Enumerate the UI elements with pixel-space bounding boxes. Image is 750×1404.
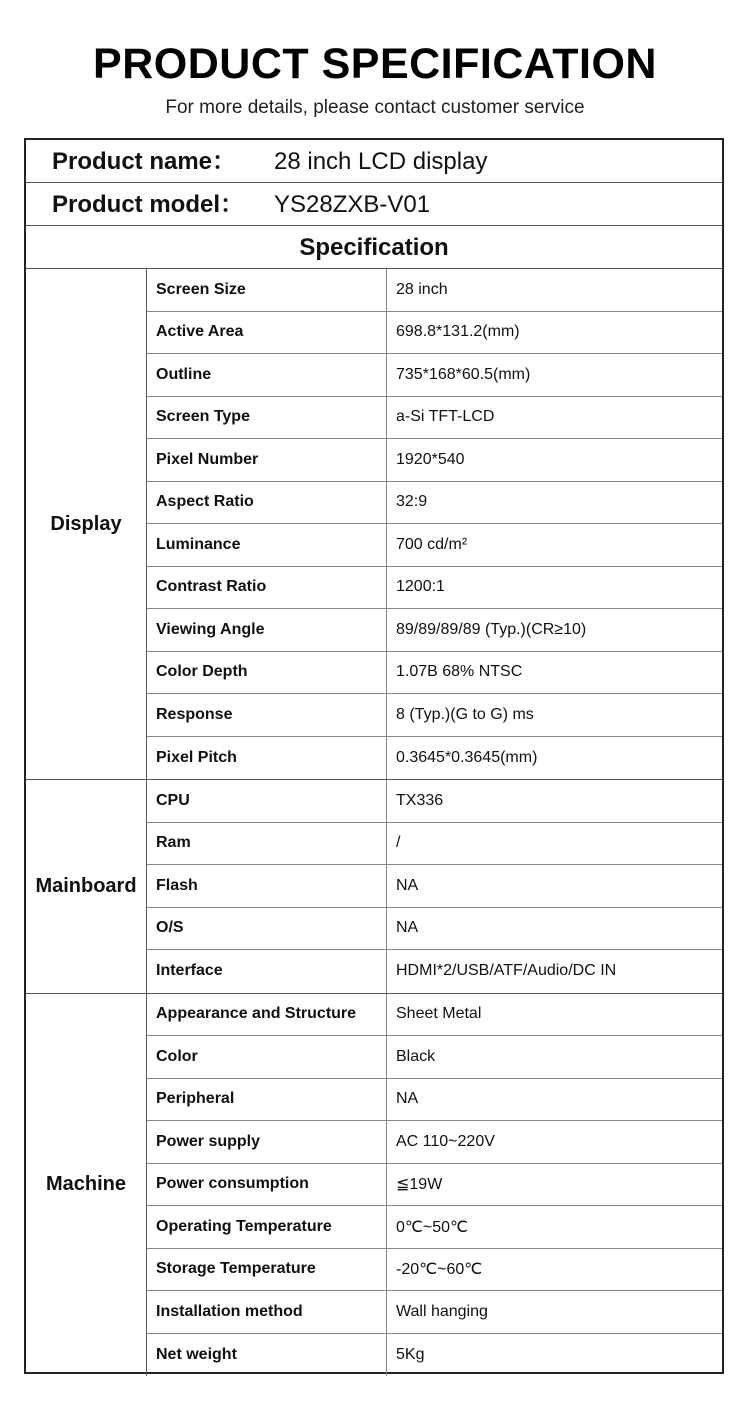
spec-key: Color [147, 1036, 387, 1078]
spec-row [147, 823, 722, 866]
spec-row [147, 269, 722, 312]
spec-key: Net weight [147, 1334, 387, 1377]
spec-value: NA [396, 1090, 419, 1108]
spec-value: 735*168*60.5(mm) [396, 365, 531, 383]
spec-row [147, 1079, 722, 1122]
spec-value: 32:9 [396, 493, 428, 511]
product-model-value: YS28ZXB-V01 [274, 191, 431, 218]
spec-row [147, 567, 722, 610]
spec-key: Flash [147, 865, 387, 907]
spec-value: 8 (Typ.)(G to G) ms [396, 705, 534, 723]
spec-row [147, 1334, 722, 1377]
spec-group-machine [26, 994, 722, 1377]
spec-row [147, 524, 722, 567]
spec-key: Active Area [147, 312, 387, 354]
spec-row [147, 354, 722, 397]
spec-row [147, 482, 722, 525]
spec-value: 0.3645*0.3645(mm) [396, 748, 538, 766]
spec-value: 1.07B 68% NTSC [396, 663, 523, 681]
spec-group-display [26, 269, 722, 780]
spec-table [26, 269, 722, 1376]
product-name-value: 28 inch LCD display [274, 148, 488, 175]
spec-value: 698.8*131.2(mm) [396, 323, 520, 341]
spec-key: Storage Temperature [147, 1249, 387, 1291]
spec-group-label: Display [26, 269, 147, 779]
spec-key: Response [147, 694, 387, 736]
spec-row [147, 439, 722, 482]
spec-row [147, 312, 722, 355]
spec-key: Outline [147, 354, 387, 396]
spec-value: 5Kg [396, 1345, 425, 1363]
spec-value: 0℃~50℃ [396, 1218, 468, 1236]
spec-key: Luminance [147, 524, 387, 566]
spec-sheet [24, 138, 724, 1374]
spec-row [147, 737, 722, 780]
spec-value: Wall hanging [396, 1302, 488, 1320]
spec-key: Interface [147, 950, 387, 993]
spec-key: Appearance and Structure [147, 994, 387, 1036]
spec-group-label: Mainboard [26, 780, 147, 993]
spec-key: CPU [147, 780, 387, 822]
spec-value: 28 inch [396, 280, 448, 298]
spec-value: Black [396, 1047, 436, 1065]
spec-row [147, 780, 722, 823]
spec-value: NA [396, 876, 419, 894]
spec-row [147, 694, 722, 737]
spec-value: NA [396, 919, 419, 937]
page-title: PRODUCT SPECIFICATION [93, 40, 657, 88]
spec-key: Screen Size [147, 269, 387, 311]
spec-value: -20℃~60℃ [396, 1261, 483, 1279]
product-model-row [26, 183, 722, 226]
spec-row [147, 397, 722, 440]
spec-key: Viewing Angle [147, 609, 387, 651]
spec-key: Pixel Number [147, 439, 387, 481]
spec-key: Color Depth [147, 652, 387, 694]
specification-heading: Specification [26, 226, 722, 269]
spec-row [147, 652, 722, 695]
spec-value: / [396, 834, 401, 852]
spec-row [147, 1249, 722, 1292]
product-model-label: Product model： [52, 191, 245, 218]
spec-group-label: Machine [26, 994, 147, 1377]
spec-key: Power consumption [147, 1164, 387, 1206]
spec-row [147, 1036, 722, 1079]
spec-key: Power supply [147, 1121, 387, 1163]
spec-row [147, 1291, 722, 1334]
product-name-label: Product name： [52, 148, 237, 175]
spec-value: 700 cd/m² [396, 535, 468, 553]
spec-row [147, 1121, 722, 1164]
spec-key: Peripheral [147, 1079, 387, 1121]
product-name-row [26, 140, 722, 183]
spec-key: Pixel Pitch [147, 737, 387, 780]
spec-value: a-Si TFT-LCD [396, 408, 495, 426]
spec-group-mainboard [26, 780, 722, 994]
spec-row [147, 908, 722, 951]
spec-value: 1920*540 [396, 450, 465, 468]
spec-value: AC 110~220V [396, 1132, 495, 1150]
spec-key: Installation method [147, 1291, 387, 1333]
spec-value: 89/89/89/89 (Typ.)(CR≥10) [396, 620, 587, 638]
spec-row [147, 609, 722, 652]
spec-row [147, 1206, 722, 1249]
spec-row [147, 1164, 722, 1207]
spec-key: Aspect Ratio [147, 482, 387, 524]
spec-key: Ram [147, 823, 387, 865]
spec-row [147, 950, 722, 993]
spec-key: O/S [147, 908, 387, 950]
spec-value: 1200:1 [396, 578, 445, 596]
spec-value: ≦19W [396, 1176, 443, 1194]
spec-row [147, 994, 722, 1037]
spec-key: Operating Temperature [147, 1206, 387, 1248]
spec-value: TX336 [396, 791, 444, 809]
spec-key: Contrast Ratio [147, 567, 387, 609]
spec-value: Sheet Metal [396, 1005, 482, 1023]
page-subtitle: For more details, please contact customer service [165, 97, 585, 118]
spec-key: Screen Type [147, 397, 387, 439]
spec-value: HDMI*2/USB/ATF/Audio/DC IN [396, 962, 617, 980]
spec-row [147, 865, 722, 908]
